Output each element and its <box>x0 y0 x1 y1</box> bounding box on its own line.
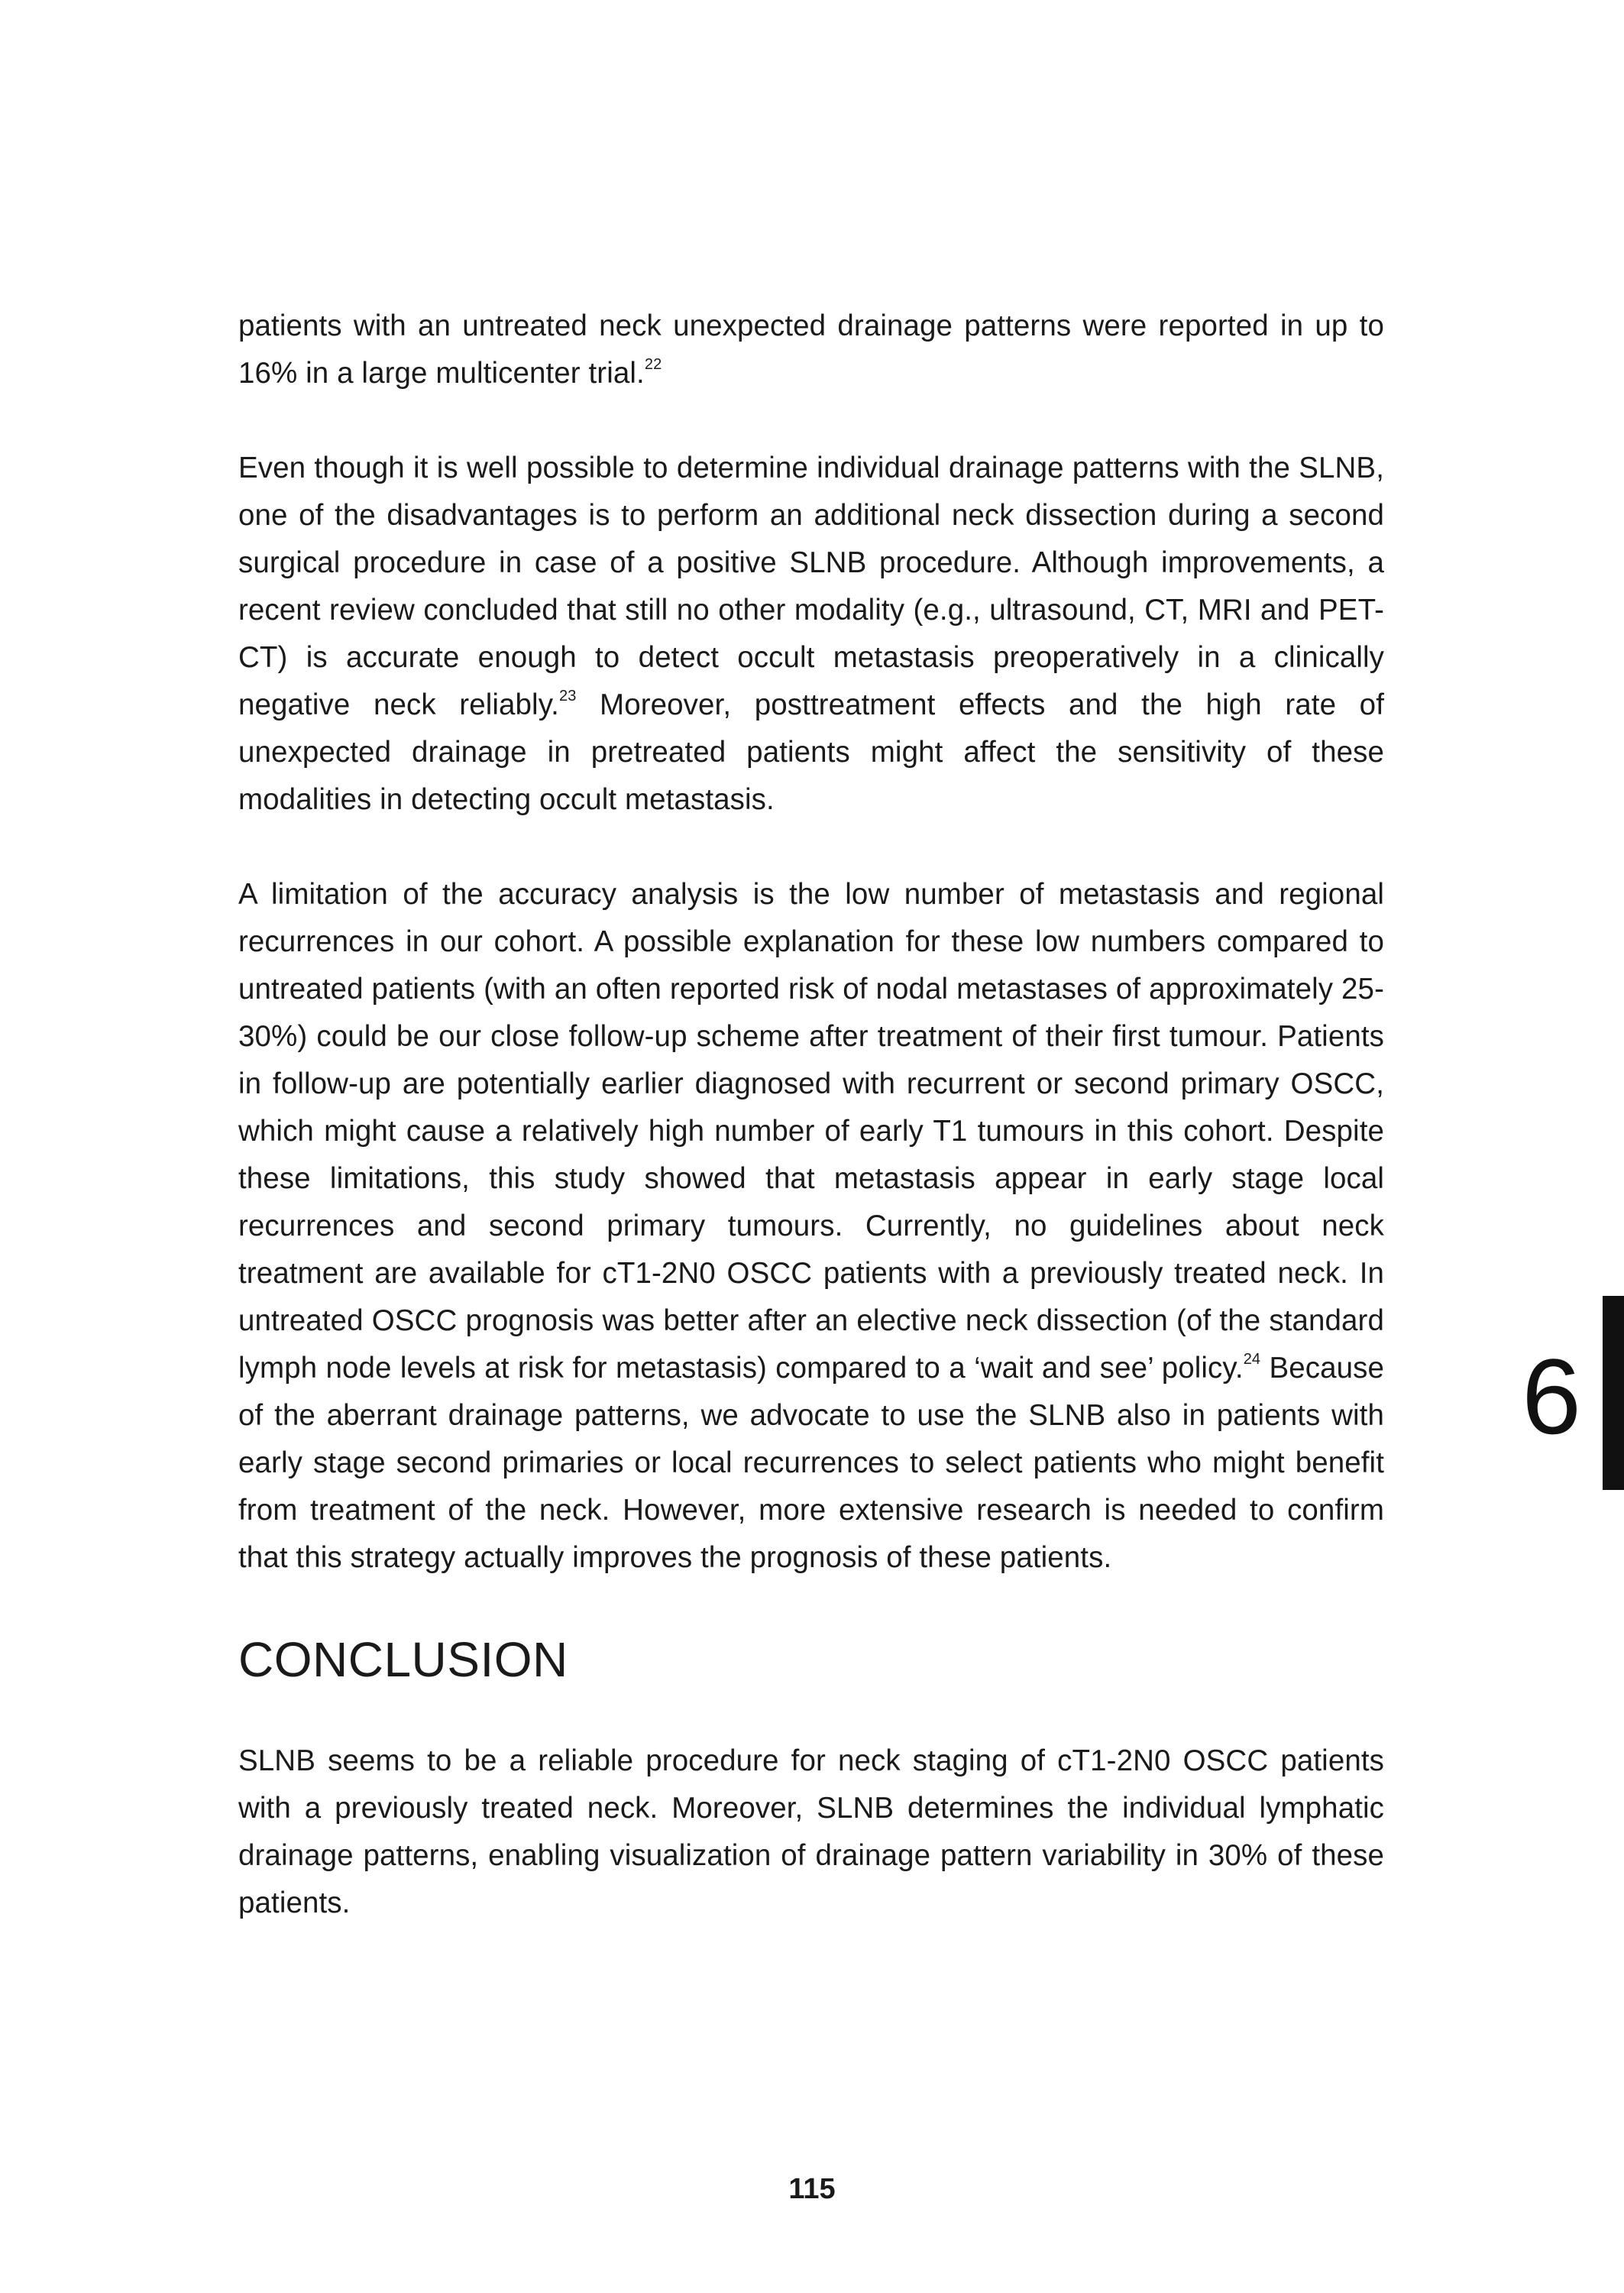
reference-marker: 22 <box>644 356 662 374</box>
paragraph-limitations <box>238 871 1384 1582</box>
chapter-tab-marker <box>1603 1296 1624 1490</box>
paragraph-slnb-disadvantages <box>238 445 1384 824</box>
section-heading-conclusion: CONCLUSION <box>238 1632 568 1687</box>
body-text <box>238 303 1384 1974</box>
reference-marker: 23 <box>558 688 577 705</box>
paragraph-text: patients with an untreated neck unexpected drainage patterns were reported in up to 16% in a large multicenter trial. <box>238 309 1384 390</box>
paragraph-text-continued: Moreover, posttreatment effects and the high rate of unexpected drainage in pretreated patients might affect the sensitivity of these modalities in detecting occult metastasis. <box>238 688 1384 816</box>
page-number: 115 <box>788 2173 836 2205</box>
reference-marker: 24 <box>1243 1351 1261 1368</box>
paragraph-conclusion: SLNB seems to be a reliable procedure for neck staging of cT1-2N0 OSCC patients with a previously treated neck. Moreover, SLNB determines the individual lymphatic drainage patterns, enabling visualization of drainage pattern variability in 30% of these patients. <box>238 1744 1384 1919</box>
paragraph-drainage-trial <box>238 303 1384 397</box>
chapter-number: 6 <box>1522 1336 1581 1456</box>
paragraph-text: A limitation of the accuracy analysis is the low number of metastasis and regional recurrences in our cohort. A possible explanation for these low numbers compared to untreated patients (with an often reported risk of nodal metastases of approximately 25-30%) could be our close follow-up scheme after treatment of their first tumour. Patients in follow-up are potentially earlier diagnosed with recurrent or second primary OSCC, which might cause a relatively high number of early T1 tumours in this cohort. Despite these limitations, this study showed that metastasis appear in early stage local recurrences and second primary tumours. Currently, no guidelines about neck treatment are available for cT1-2N0 OSCC patients with a previously treated neck. In untreated OSCC prognosis was better after an elective neck dissection (of the standard lymph node levels at risk for metastasis) compared to a ‘wait and see’ policy. <box>238 878 1384 1385</box>
paragraph-text-continued: Because of the aberrant drainage patterns, we advocate to use the SLNB also in patients with early stage second primaries or local recurrences to select patients who might benefit from treatment of the neck. However, more extensive research is needed to confirm that this strategy actually improves the prognosis of these patients. <box>238 1352 1384 1574</box>
paragraph-text: Even though it is well possible to determine individual drainage patterns with the SLNB, one of the disadvantages is to perform an additional neck dissection during a second surgical procedure in case of a positive SLNB procedure. Although improvements, a recent review concluded that still no other modality (e.g., ultrasound, CT, MRI and PET-CT) is accurate enough to detect occult metastasis preoperatively in a clinically negative neck reliably. <box>238 452 1384 721</box>
